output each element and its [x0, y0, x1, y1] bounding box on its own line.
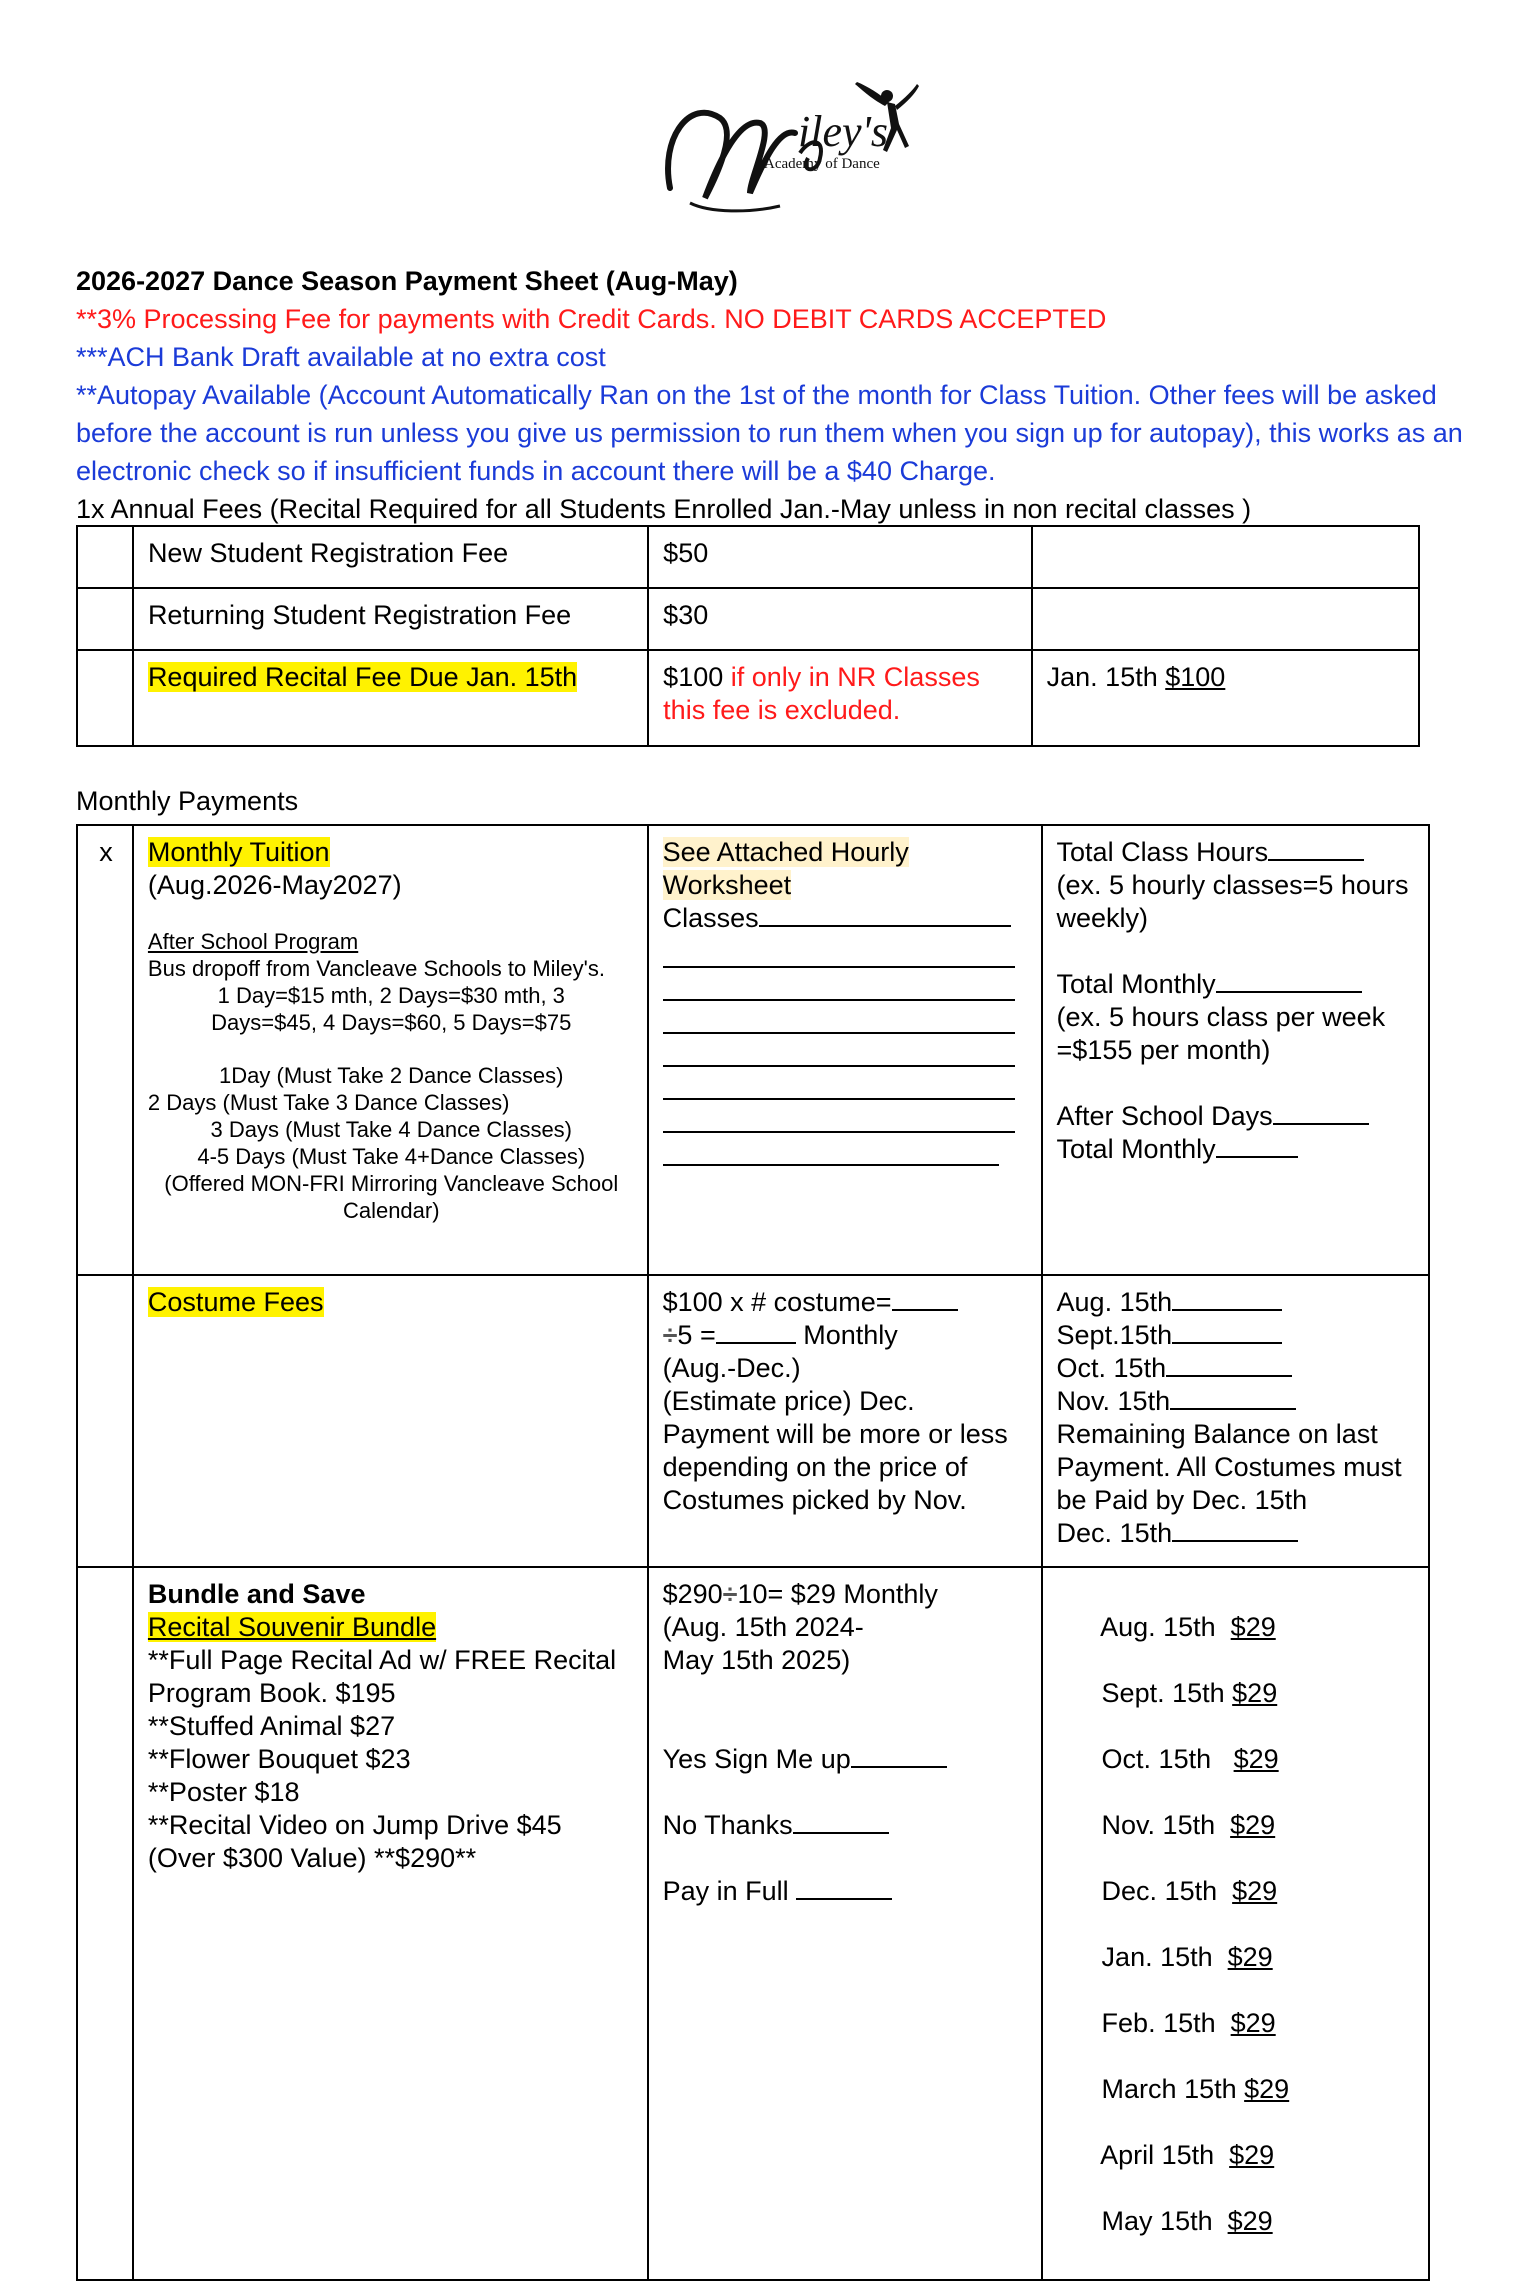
divide-icon: ÷ [722, 1579, 738, 1609]
tuition-worksheet [648, 825, 1042, 1275]
hours-example: (ex. 5 hourly classes=5 hours weekly) [1056, 870, 1409, 933]
costume-date-field[interactable] [1166, 1353, 1292, 1377]
classes-field[interactable] [759, 903, 1011, 927]
classes-line[interactable] [663, 968, 1015, 1001]
bundle-amount: $29 [1232, 1678, 1278, 1708]
checkbox-cell[interactable] [77, 650, 133, 746]
costume-calc-3: (Aug.-Dec.) [662, 1353, 801, 1383]
bundle-amount: $29 [1227, 2206, 1273, 2236]
bundle-date: Jan. 15th [1101, 1942, 1228, 1972]
monthly-payments-label: Monthly Payments [76, 786, 299, 816]
asp-prices: 1 Day=$15 mth, 2 Days=$30 mth, 3 Days=$45, 4 Days=$60, 5 Days=$75 [211, 983, 572, 1035]
total-hours-label: Total Class Hours [1056, 837, 1269, 867]
document-title: 2026-2027 Dance Season Payment Sheet (Aug-May) [76, 266, 738, 296]
bundle-amount: $29 [1230, 1612, 1276, 1642]
tuition-description [133, 825, 648, 1275]
classes-label: Classes [662, 903, 759, 933]
bundle-item: **Full Page Recital Ad w/ FREE Recital Program Book. $195 [147, 1645, 617, 1708]
after-school-total-field[interactable] [1216, 1134, 1298, 1158]
costume-date-field[interactable] [1170, 1386, 1296, 1410]
costume-date: Oct. 15th [1056, 1353, 1167, 1383]
bundle-no-label: No Thanks [662, 1810, 793, 1840]
asp-title: After School Program [147, 929, 359, 954]
bundle-full-label: Pay in Full [662, 1876, 797, 1906]
checkbox-cell[interactable] [77, 1275, 133, 1567]
svg-text:iley's: iley's [798, 107, 889, 156]
bundle-item: (Over $300 Value) **$290** [147, 1843, 477, 1873]
costume-total-field[interactable] [892, 1287, 958, 1311]
table-row [77, 1567, 1429, 2280]
table-row [77, 526, 1419, 588]
bundle-date: March 15th [1101, 2074, 1245, 2104]
classes-line[interactable] [663, 1067, 1015, 1100]
bundle-yes-label: Yes Sign Me up [662, 1744, 851, 1774]
bundle-calc-b: 10= $29 Monthly [737, 1579, 938, 1609]
bundle-subtitle: Recital Souvenir Bundle [147, 1612, 437, 1642]
costume-date: Aug. 15th [1056, 1287, 1173, 1317]
costume-note: Remaining Balance on last Payment. All Costumes must be Paid by Dec. 15th [1056, 1419, 1402, 1515]
bundle-item: **Flower Bouquet $23 [147, 1744, 411, 1774]
monthly-example: (ex. 5 hours class per week =$155 per month) [1056, 1002, 1386, 1065]
bundle-calc-a: $290 [662, 1579, 723, 1609]
dancer-logo-icon [650, 78, 920, 218]
worksheet-note: See Attached Hourly Worksheet [662, 837, 909, 900]
checkbox-cell[interactable]: x [77, 825, 133, 1275]
after-school-days-label: After School Days [1056, 1101, 1273, 1131]
bundle-range-2: May 15th 2025) [662, 1645, 851, 1675]
bundle-calculation [648, 1567, 1042, 2280]
fee-name: New Student Registration Fee [133, 526, 648, 588]
asp-rule: 2 Days (Must Take 3 Dance Classes) [147, 1090, 510, 1115]
annual-fees-label: 1x Annual Fees (Recital Required for all Students Enrolled Jan.-May unless in non recital classes ) [76, 494, 1252, 524]
checkbox-cell[interactable] [77, 1567, 133, 2280]
ach-note: ***ACH Bank Draft available at no extra cost [76, 342, 606, 372]
fee-due [1032, 650, 1419, 746]
classes-line[interactable] [663, 1133, 999, 1166]
costume-monthly-field[interactable] [716, 1320, 796, 1344]
bundle-description [133, 1567, 648, 2280]
recital-fee-name: Required Recital Fee Due Jan. 15th [147, 662, 578, 692]
recital-fee-note: if only in NR Classes this fee is excluded. [663, 662, 980, 725]
academy-logo [650, 78, 920, 218]
total-monthly-label: Total Monthly [1056, 969, 1216, 999]
fee-name: Returning Student Registration Fee [133, 588, 648, 650]
bundle-date: April 15th [1100, 2140, 1230, 2170]
bundle-amount: $29 [1232, 1876, 1278, 1906]
total-hours-field[interactable] [1268, 837, 1364, 861]
costume-title: Costume Fees [147, 1287, 324, 1317]
costume-date-field[interactable] [1172, 1320, 1282, 1344]
bundle-title: Bundle and Save [147, 1579, 366, 1609]
bundle-yes-field[interactable] [851, 1744, 947, 1768]
bundle-amount: $29 [1233, 1744, 1279, 1774]
tuition-totals [1042, 825, 1429, 1275]
asp-rule: 1Day (Must Take 2 Dance Classes) [219, 1063, 564, 1088]
tuition-title: Monthly Tuition [147, 837, 330, 867]
costume-last-date: Dec. 15th [1056, 1518, 1173, 1548]
costume-date: Nov. 15th [1056, 1386, 1171, 1416]
autopay-note: **Autopay Available (Account Automatically Ran on the 1st of the month for Class Tuition. Other fees will be asked before the account is run unless you give us permission to run them when you sign up for autopay), this works as an electronic check so if insufficient funds in account there will be a $40 Charge. [76, 380, 1463, 486]
bundle-date: Nov. 15th [1101, 1810, 1231, 1840]
asp-rule: 4-5 Days (Must Take 4+Dance Classes) [197, 1144, 586, 1169]
document-header [76, 262, 1496, 528]
fee-due [1032, 526, 1419, 588]
classes-line[interactable] [663, 1100, 1015, 1133]
recital-fee-amount: $100 [663, 662, 724, 692]
bundle-amount: $29 [1230, 1810, 1276, 1840]
bundle-date: Aug. 15th [1100, 1612, 1231, 1642]
costume-date: Sept.15th [1056, 1320, 1173, 1350]
asp-description: Bus dropoff from Vancleave Schools to Miley's. [147, 956, 605, 981]
fee-amount [648, 650, 1031, 746]
costume-calc-2b: Monthly [795, 1320, 898, 1350]
bundle-item: **Poster $18 [147, 1777, 300, 1807]
monthly-payments-table [76, 824, 1430, 2281]
costume-date-field[interactable] [1172, 1287, 1282, 1311]
tuition-period: (Aug.2026-May2027) [147, 870, 402, 900]
asp-rule: (Offered MON-FRI Mirroring Vancleave School Calendar) [164, 1171, 619, 1223]
bundle-amount: $29 [1227, 1942, 1273, 1972]
recital-due-amount: $100 [1165, 662, 1226, 692]
after-school-total-label: Total Monthly [1056, 1134, 1216, 1164]
bundle-schedule [1042, 1567, 1429, 2280]
fee-amount: $50 [648, 526, 1031, 588]
total-monthly-field[interactable] [1216, 969, 1362, 993]
bundle-range-1: (Aug. 15th 2024- [662, 1612, 864, 1642]
costume-date-field[interactable] [1172, 1518, 1298, 1542]
asp-rule: 3 Days (Must Take 4 Dance Classes) [210, 1117, 573, 1142]
annual-fees-table [76, 525, 1420, 747]
classes-line[interactable] [663, 935, 1015, 968]
fee-amount: $30 [648, 588, 1031, 650]
bundle-item: **Stuffed Animal $27 [147, 1711, 396, 1741]
bundle-date: May 15th [1101, 2206, 1228, 2236]
bundle-date: Dec. 15th [1101, 1876, 1233, 1906]
bundle-date: Sept. 15th [1101, 1678, 1233, 1708]
classes-line[interactable] [663, 1001, 1015, 1034]
costume-calc-1: $100 x # costume= [662, 1287, 892, 1317]
bundle-item: **Recital Video on Jump Drive $45 [147, 1810, 562, 1840]
costume-description [133, 1275, 648, 1567]
divide-icon: ÷ [662, 1320, 678, 1350]
bundle-full-field[interactable] [796, 1876, 892, 1900]
costume-schedule [1042, 1275, 1429, 1567]
costume-calc-2: 5 = [677, 1320, 716, 1350]
table-row [77, 650, 1419, 746]
costume-calculation [648, 1275, 1042, 1567]
after-school-days-field[interactable] [1273, 1101, 1369, 1125]
bundle-amount: $29 [1229, 2140, 1275, 2170]
bundle-date: Feb. 15th [1101, 2008, 1231, 2038]
fee-name [133, 650, 648, 746]
classes-line[interactable] [663, 1034, 1015, 1067]
bundle-no-field[interactable] [793, 1810, 889, 1834]
table-row [77, 1275, 1429, 1567]
checkbox-cell[interactable] [77, 526, 133, 588]
recital-due-date: Jan. 15th [1046, 662, 1166, 692]
bundle-amount: $29 [1230, 2008, 1276, 2038]
logo-subtitle: Academy of Dance [764, 156, 880, 172]
table-row [77, 588, 1419, 650]
costume-calc-4: (Estimate price) Dec. Payment will be more or less depending on the price of Costumes picked by Nov. [662, 1386, 1008, 1515]
processing-fee-note: **3% Processing Fee for payments with Credit Cards. NO DEBIT CARDS ACCEPTED [76, 304, 1107, 334]
fee-due [1032, 588, 1419, 650]
bundle-amount: $29 [1244, 2074, 1290, 2104]
table-row [77, 825, 1429, 1275]
bundle-date: Oct. 15th [1101, 1744, 1234, 1774]
checkbox-cell[interactable] [77, 588, 133, 650]
